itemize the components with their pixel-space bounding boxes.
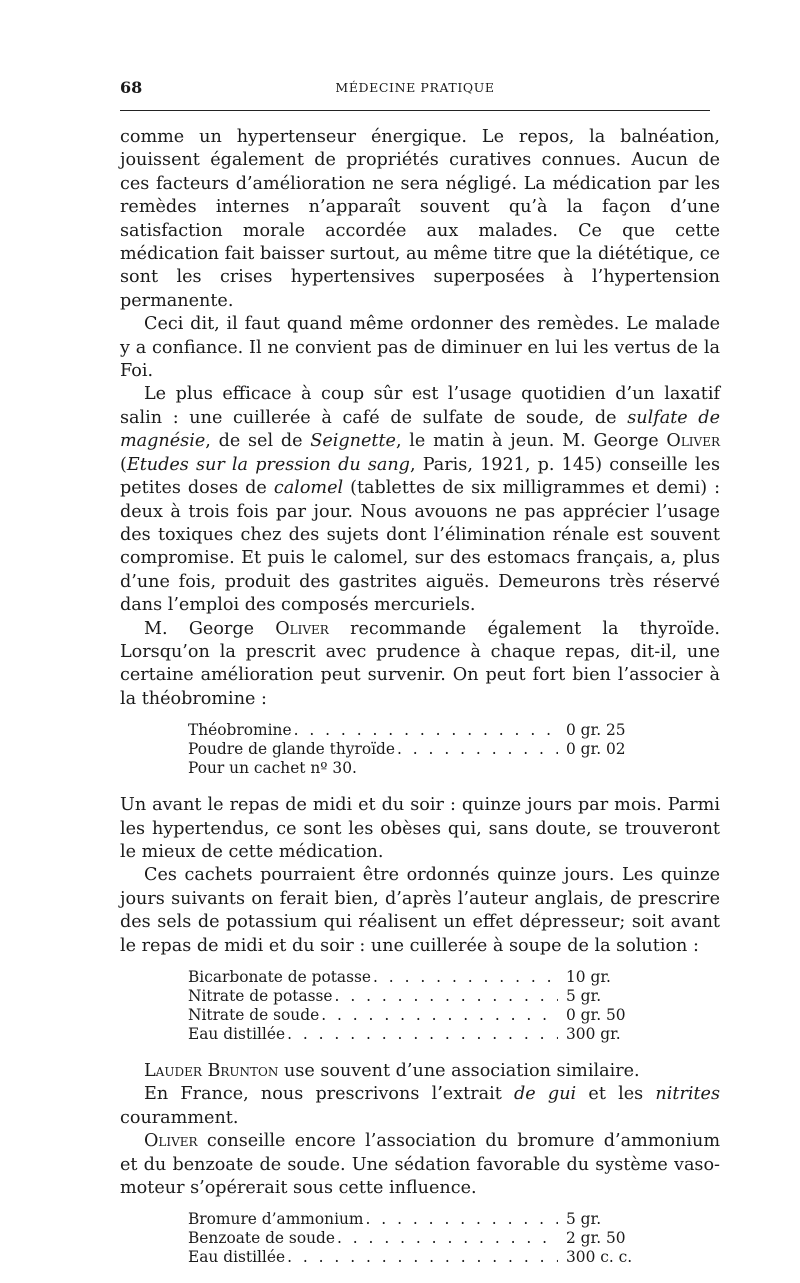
ingredient-quantity: 0 gr. 50 <box>566 1006 626 1024</box>
paragraph-france: En France, nous prescrivons l’extrait de gui et les nitrites couramment. <box>120 1084 720 1128</box>
prescription-potassium <box>188 968 652 1044</box>
page-header <box>120 78 710 102</box>
ingredient-name: Benzoate de soude <box>188 1229 335 1248</box>
dot-leader <box>292 721 558 740</box>
prescription-line <box>188 968 652 987</box>
ingredient-name: Bicarbonate de potasse <box>188 968 372 986</box>
paragraph-continuation: comme un hypertenseur énergique. Le repos, la balnéation, jouissent également de propriétés curatives connues. Aucun de ces facteurs d’amélioration ne sera négligé. La médication par les remèdes internes n’apparaît souvent qu’à la façon d’une satisfaction morale accordée aux malades. Ce que cette médication fait baisser surtout, au même titre que la diététique, ce sont les crises hypertensives superposées à l’hypertension permanente. <box>120 127 720 311</box>
dot-leader <box>335 1229 558 1248</box>
ingredient-name: Eau distillée <box>188 1025 286 1043</box>
paragraph-remedies: Ceci dit, il faut quand même ordonner des remèdes. Le malade y a confiance. Il ne convient pas de diminuer en lui les vertus de la Foi. <box>120 314 720 382</box>
author-name: Oliver <box>275 618 329 639</box>
ingredient-quantity: 0 gr. 25 <box>566 721 626 740</box>
dot-leader <box>371 968 558 987</box>
prescription-line <box>188 987 652 1006</box>
prescription-line <box>188 1025 652 1044</box>
ingredient-quantity: 10 gr. <box>566 968 611 986</box>
prescription-line <box>188 721 652 740</box>
header-rule <box>120 110 710 111</box>
italic-term: Seignette <box>310 431 396 452</box>
ingredient-name: Théobromine <box>188 721 292 740</box>
prescription-line <box>188 1229 652 1248</box>
prescription-note: Pour un cachet nº 30. <box>188 759 357 778</box>
author-name: Oliver <box>144 1131 198 1152</box>
italic-term: nitrites <box>655 1084 720 1105</box>
ingredient-quantity: 300 gr. <box>566 1025 621 1043</box>
dot-leader <box>285 1025 558 1044</box>
paragraph-dosage: Un avant le repas de midi et du soir : quinze jours par mois. Parmi les hypertendus, ce sont les obèses qui, sans doute, se trouveront le mieux de cette médication. <box>120 795 720 862</box>
italic-term: sulfate de magnésie <box>120 407 720 452</box>
paragraph-laxative: Le plus efficace à coup sûr est l’usage quotidien d’un laxatif salin : une cuillerée à café de sulfate de soude, de sulfate de magnésie, de sel de Seignette, le matin à jeun. M. George Oliver (Etudes sur la pression du sang, Paris, 1921, p. 145) conseille les petites doses de calomel (tablettes de six milligrammes et demi) : deux à trois fois par jour. Nous avouons ne pas apprécier l’usage des toxiques chez des sujets dont l’élimination rénale est souvent compromise. Et puis le calomel, sur des estomacs français, a, plus d’une fois, produit des gastrites aiguës. Demeurons très réservé dans l’emploi des composés mercuriels. <box>120 384 720 616</box>
prescription-line <box>188 1006 652 1025</box>
ingredient-name: Eau distillée <box>188 1248 286 1267</box>
prescription-line <box>188 1248 652 1267</box>
author-name: Lauder Brunton <box>144 1061 279 1081</box>
ingredient-quantity: 2 gr. 50 <box>566 1229 626 1248</box>
italic-term: calomel <box>273 478 344 499</box>
paragraph-brunton: Lauder Brunton use souvent d’une association similaire. <box>144 1061 640 1081</box>
paragraph-potassium: Ces cachets pourraient être ordonnés quinze jours. Les quinze jours suivants on ferait bien, d’après l’auteur anglais, de prescrire des sels de potassium qui réalisent un effet dépresseur; soit avant le repas de midi et du soir : une cuillerée à soupe de la solution : <box>120 865 720 956</box>
ingredient-quantity: 0 gr. 02 <box>566 740 626 759</box>
dot-leader <box>364 1210 558 1229</box>
paragraph-thyroid: M. George Oliver recommande également la thyroïde. Lorsqu’on la prescrit avec prudence à chaque repas, dit-il, une certaine amélioration peut survenir. On peut fort bien l’associer à la théobromine : <box>120 618 720 709</box>
prescription-theobromine <box>188 721 652 778</box>
prescription-line <box>188 740 652 759</box>
running-title: MÉDECINE PRATIQUE <box>335 80 495 95</box>
book-title: Etudes sur la pression du sang <box>126 454 410 475</box>
ingredient-name: Bromure d’ammonium <box>188 1210 364 1229</box>
prescription-line <box>188 1210 652 1229</box>
body-text <box>120 126 720 1283</box>
italic-term: de gui <box>514 1084 577 1105</box>
dot-leader <box>285 1248 558 1267</box>
page-number: 68 <box>120 78 143 97</box>
author-name: Oliver <box>666 431 720 452</box>
paragraph-oliver-advice: Oliver conseille encore l’association du bromure d’ammonium et du benzoate de soude. Une sédation favorable du système vaso-moteur s’opérerait sous cette influence. <box>120 1131 720 1199</box>
dot-leader <box>319 1006 558 1025</box>
ingredient-quantity: 300 c. c. <box>566 1248 633 1267</box>
ingredient-name: Poudre de glande thyroïde <box>188 740 395 759</box>
ingredient-name: Nitrate de potasse <box>188 987 333 1005</box>
dot-leader <box>395 740 558 759</box>
ingredient-quantity: 5 gr. <box>566 1210 602 1229</box>
ingredient-name: Nitrate de soude <box>188 1006 320 1024</box>
dot-leader <box>333 987 558 1006</box>
prescription-bromide <box>188 1210 652 1267</box>
ingredient-quantity: 5 gr. <box>566 987 602 1005</box>
